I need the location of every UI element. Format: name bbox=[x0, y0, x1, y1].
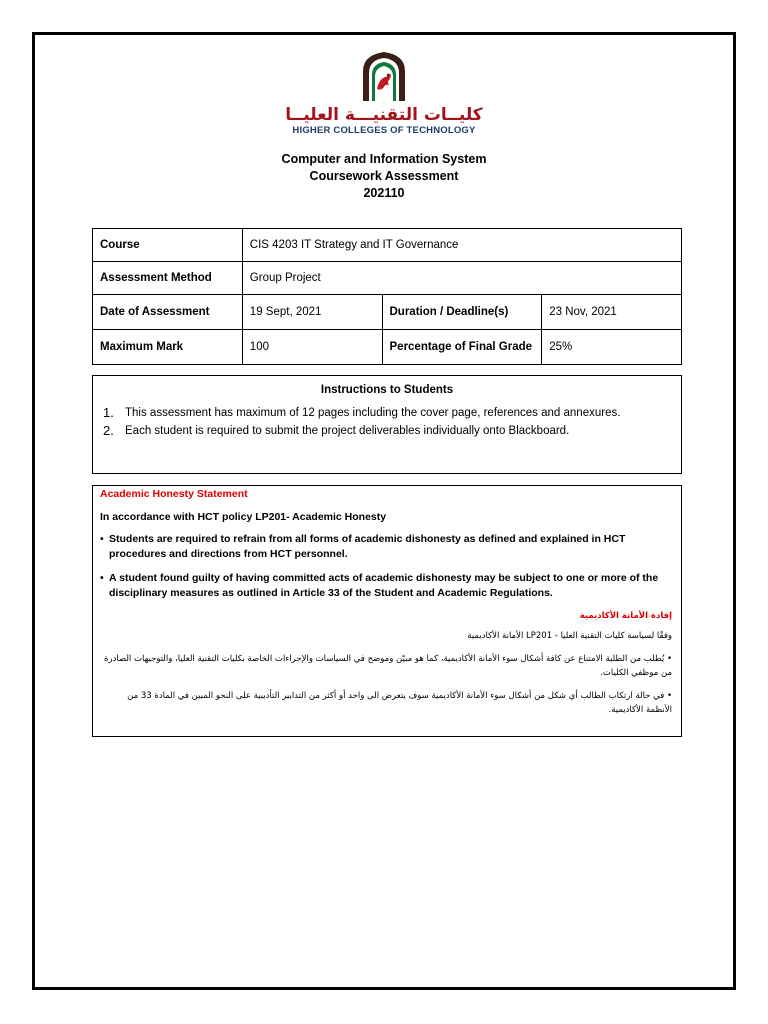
hct-emblem-icon bbox=[359, 49, 409, 103]
honesty-bullet-2 bbox=[100, 571, 673, 601]
arabic-honesty-bullet-2: • في حالة ارتكاب الطالب أي شكل من أشكال سوء الأمانة الأكاديمية سوف يتعرض الى واحد أو أكثر من التدابير التأديبية على النحو المبين في المادة 33 من الأنظمة الأكاديمية. bbox=[127, 691, 672, 715]
bullet-icon: • bbox=[100, 533, 104, 545]
date-label: Date of Assessment bbox=[93, 295, 243, 330]
arabic-honesty-title: إفادة الأمانة الأكاديمية bbox=[579, 611, 672, 621]
item-number: 1. bbox=[103, 405, 114, 420]
duration-value: 23 Nov, 2021 bbox=[542, 295, 682, 330]
table-row bbox=[93, 330, 682, 365]
academic-honesty-box bbox=[92, 485, 682, 737]
bullet-text: Students are required to refrain from all forms of academic dishonesty as defined and explained in HCT procedures and directions from HCT personnel. bbox=[109, 533, 626, 560]
item-text: This assessment has maximum of 12 pages including the cover page, references and annexures. bbox=[125, 407, 621, 419]
course-label: Course bbox=[93, 229, 243, 262]
table-row bbox=[93, 295, 682, 330]
percentage-value: 25% bbox=[542, 330, 682, 365]
instructions-heading: Instructions to Students bbox=[320, 384, 454, 396]
bullet-text: A student found guilty of having committed acts of academic dishonesty may be subject to one or more of the disciplinary measures as outlined in Article 33 of the Student and Academic Regulations. bbox=[109, 572, 659, 599]
logo-english-text: HIGHER COLLEGES OF TECHNOLOGY bbox=[292, 125, 476, 136]
method-value: Group Project bbox=[242, 262, 681, 295]
title-line-2: Coursework Assessment bbox=[309, 169, 459, 183]
document-title bbox=[35, 151, 733, 202]
date-value: 19 Sept, 2021 bbox=[242, 295, 382, 330]
instructions-box bbox=[92, 375, 682, 474]
method-label: Assessment Method bbox=[93, 262, 243, 295]
max-mark-label: Maximum Mark bbox=[93, 330, 243, 365]
honesty-title: Academic Honesty Statement bbox=[100, 488, 248, 500]
list-item bbox=[103, 404, 681, 422]
percentage-label: Percentage of Final Grade bbox=[382, 330, 542, 365]
course-info-table bbox=[92, 228, 682, 365]
list-item bbox=[103, 422, 681, 440]
document-page bbox=[32, 32, 736, 990]
course-value: CIS 4203 IT Strategy and IT Governance bbox=[242, 229, 681, 262]
instructions-list bbox=[103, 404, 681, 440]
table-row bbox=[93, 262, 682, 295]
arabic-honesty-policy: وفقًا لسياسة كليات التقنية العليا - LP201 الأمانة الأكاديمية bbox=[467, 631, 672, 641]
item-number: 2. bbox=[103, 423, 114, 438]
title-line-3: 202110 bbox=[363, 186, 405, 200]
title-line-1: Computer and Information System bbox=[281, 152, 487, 166]
logo-arabic-text: كليــات التقنيـــة العليــا bbox=[285, 105, 483, 125]
hct-logo bbox=[35, 49, 733, 136]
honesty-bullet-1 bbox=[100, 532, 673, 562]
max-mark-value: 100 bbox=[242, 330, 382, 365]
table-row bbox=[93, 229, 682, 262]
bullet-icon: • bbox=[100, 572, 104, 584]
duration-label: Duration / Deadline(s) bbox=[382, 295, 542, 330]
item-text: Each student is required to submit the project deliverables individually onto Blackboard. bbox=[125, 425, 570, 437]
arabic-honesty-bullet-1: • يُطلب من الطلبة الامتناع عن كافة أشكال سوء الأمانة الأكاديمية، كما هو مبيّن وموضح في السياسات والإجراءات الخاصة بكليات التقنية العليا، والتوجيهات الصادرة من موظفي الكليات. bbox=[104, 654, 672, 678]
honesty-policy: In accordance with HCT policy LP201- Academic Honesty bbox=[100, 511, 387, 523]
